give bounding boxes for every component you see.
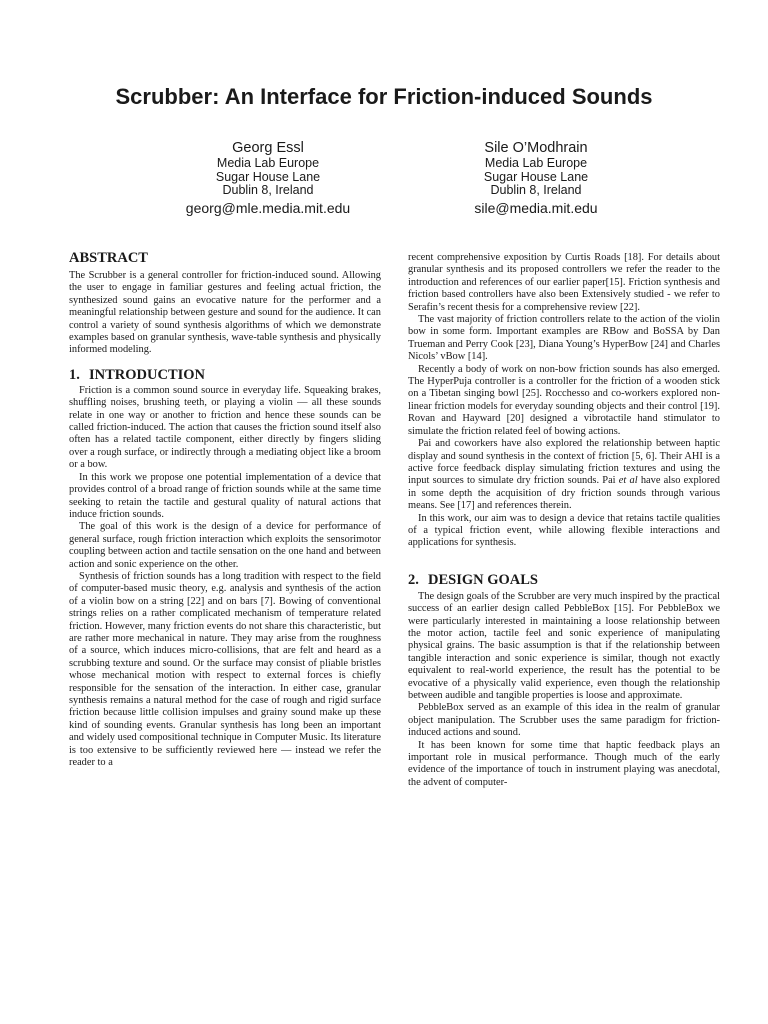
body-paragraph: In this work, our aim was to design a device that retains tactile qualities of a typical friction event, while allowing flexible interactions and applications for synthesis. — [408, 512, 720, 549]
author-affiliation-line: Dublin 8, Ireland — [222, 183, 314, 197]
author-email: georg@mle.media.mit.edu — [185, 199, 351, 216]
author-name: Georg Essl — [232, 140, 304, 156]
body-paragraph: Recently a body of work on non-bow friction sounds has also emerged. The HyperPuja controller is a controller for the friction of a wooden stick on a Tibetan singing bowl [25]. Rocchesso and co-workers explored non-linear friction models for everyday sounding objects and their control [19]. Rovan and Hayward [20] designed a vibrotactile hand stimulator to simulate the friction related feel of bowing actions. — [408, 363, 720, 437]
author-email: sile@media.mit.edu — [474, 199, 598, 216]
author-affiliation-line: Media Lab Europe — [484, 156, 588, 170]
abstract-text: The Scrubber is a general controller for friction-induced sound. Allowing the user to engage in familiar gestures and feeling actual friction, the synthesized sound gains an evocative nature for the performer and a meaningful relationship between gesture and sound for the audience. It can control a variety of sound synthesis algorithms of which we demonstrate examples based on granular synthesis, wave-table synthesis and physically informed modeling. — [69, 270, 381, 356]
body-paragraph — [408, 438, 720, 512]
paragraph-text: have also explored in some depth the acquisition of dry friction sounds through various means. See [17] and references therein. — [408, 475, 720, 512]
author-affiliation-line: Media Lab Europe — [216, 156, 320, 170]
section-number: 2. — [408, 571, 419, 588]
introduction-heading — [69, 367, 381, 383]
section-number: 1. — [69, 366, 80, 383]
body-paragraph: It has been known for some time that haptic feedback plays an important role in musical performance. Though much of the early evidence of the importance of touch in instrument playing was anecdotal, the advent of computer- — [408, 739, 720, 788]
section-title: DESIGN GOALS — [428, 571, 538, 588]
author-block — [406, 140, 666, 218]
body-paragraph: Friction is a common sound source in everyday life. Squeaking brakes, shuffling noises, brushing teeth, or playing a violin — all these sounds relate in one way or another to friction and hence these sounds can be called friction-induced. The action that causes the friction sound itself also often has a related tactile component, either directly by fingers sliding over a rough surface, or indirectly through a mediating object like a broom or a bow. — [69, 384, 381, 471]
paragraph-text: Pai and coworkers have also explored the relationship between haptic display and sound synthesis in the context of friction [5, 6]. Their AHI is a active force feedback display simulating friction textures and using the input sources to simulate dry friction sounds. Pai — [408, 438, 720, 487]
body-paragraph: In this work we propose one potential implementation of a device that provides control of a broad range of friction sounds while at the same time seeking to retain the tactile and gestural quality of natural actions that induce friction sounds. — [69, 471, 381, 520]
body-paragraph: recent comprehensive exposition by Curtis Roads [18]. For details about granular synthesis and its proposed controllers we refer the reader to the introduction and references of our earlier paper[15]. Friction synthesis and friction based controllers have also been Extensively studied - we refer to Serafin’s recent thesis for a comprehensive review [22]. — [408, 252, 720, 313]
left-column — [69, 250, 381, 769]
body-paragraph: Synthesis of friction sounds has a long tradition with respect to the field of computer-based music theory, e.g. analysis and synthesis of the action of a violin bow on a string [22] and on bars [7]. Bowing of conventional strings relies on a rather complicated mechanism of temperature related friction. However, many friction events do not share this characteristic, but are rather more mechanical in nature. They may arise from the roughness of a source, which induces micro-collisions, that are felt and heard as a scrubbing texture and sound. Or the surface may consist of pliable bristles whose mechanical motion with respect to external forces is chiefly responsible for the sensation of the interaction. In either case, granular synthesis remains a natural method for the case of rough and rigid surface friction because little collision impulses and grainy sound make up these kind of sounding events. Granular synthesis has long been an important and widely used compositional technique in Computer Music. Its literature is too extensive to be sufficiently reviewed here — instead we refer the reader to a — [69, 570, 381, 769]
body-paragraph: PebbleBox served as an example of this idea in the realm of granular object manipulation. The Scrubber uses the same paradigm for friction-induced actions and sound. — [408, 702, 720, 739]
body-paragraph: The goal of this work is the design of a device for performance of general surface, rough friction interaction which exploits the sensorimotor coupling between action and tactile sensation on the one hand and between action and sonic experience on the other. — [69, 521, 381, 570]
author-affiliation-line: Sugar House Lane — [483, 169, 589, 184]
body-paragraph: The design goals of the Scrubber are very much inspired by the practical success of an earlier design called PebbleBox [15]. For PebbleBox we were particularly interested in maintaining a loose relationship between the motor action, tactile feel and sonic experience of manipulating physical grains. The basic assumption is that if the relationship between tangible interaction and sonic experience is similar, though not exactly equivalent to real-world experience, the result has the potential to be evocative of a physically valid experience, even though the relationship between audible and tangible properties is loose and approximate. — [408, 590, 720, 701]
author-block — [138, 140, 398, 218]
paper-title: Scrubber: An Interface for Friction-induced Sounds — [115, 84, 653, 109]
abstract-heading: ABSTRACT — [69, 250, 148, 266]
emphasis-text: et al — [618, 475, 638, 487]
right-column — [408, 252, 720, 789]
section-title: INTRODUCTION — [89, 366, 206, 383]
body-paragraph: The vast majority of friction controllers relate to the action of the violin bow in some form. Important examples are RBow and BoSSA by Dan Trueman and Perry Cook [23], Diana Young’s HyperBow [24] and Charles Nicols’ vBow [14]. — [408, 314, 720, 363]
author-affiliation-line: Sugar House Lane — [215, 169, 321, 184]
author-name: Sile O’Modhrain — [484, 140, 588, 156]
author-affiliation-line: Dublin 8, Ireland — [490, 183, 582, 197]
design-goals-heading — [408, 572, 720, 588]
